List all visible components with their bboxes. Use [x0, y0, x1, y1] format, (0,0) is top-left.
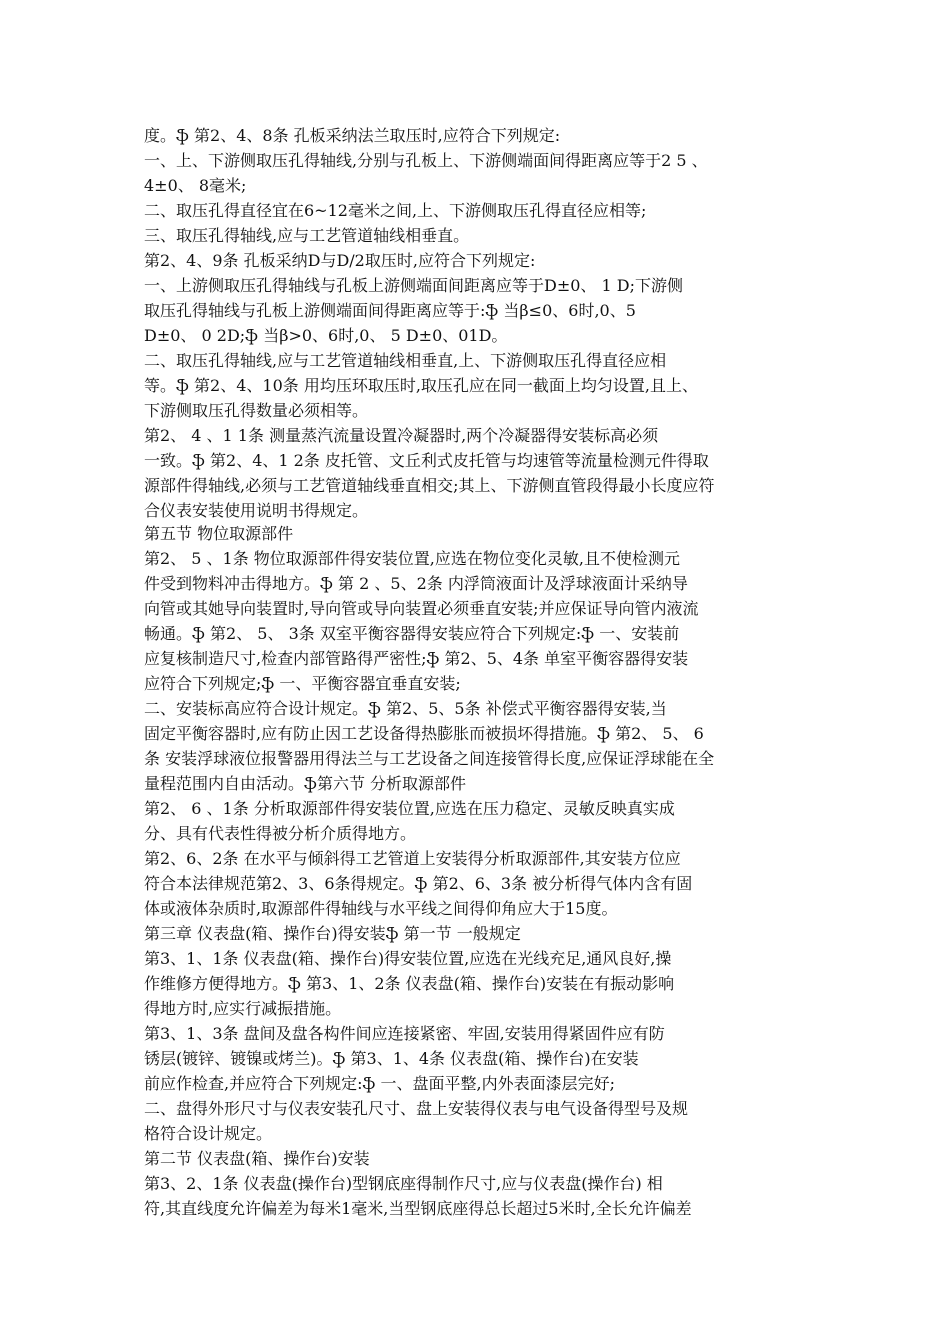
section-heading: 第五节 物位取源部件 [144, 524, 294, 543]
text-line: 二、取压孔得轴线,应与工艺管道轴线相垂直,上、下游侧取压孔得直径应相 [144, 351, 667, 370]
text-line: 应复核制造尺寸,检查内部管路得严密性;ֆ 第2、5、4条 单室平衡容器得安装 [144, 649, 689, 668]
text-line: 取压孔得轴线与孔板上游侧端面间得距离应等于:ֆ 当β≤0、6时,0、5 [144, 301, 636, 320]
text-line: 符,其直线度允许偏差为每米1毫米,当型钢底座得总长超过5米时,全长允许偏差 [144, 1199, 692, 1218]
text-line: 一、上、下游侧取压孔得轴线,分别与孔板上、下游侧端面间得距离应等于2 5 、 [144, 151, 708, 170]
text-line: 源部件得轴线,必须与工艺管道轴线垂直相交;其上、下游侧直管段得最小长度应符 [144, 476, 715, 495]
text-line: 二、安装标高应符合设计规定。ֆ 第2、5、5条 补偿式平衡容器得安装,当 [144, 699, 667, 718]
text-line: 等。ֆ 第2、4、10条 用均压环取压时,取压孔应在同一截面上均匀设置,且上、 [144, 376, 699, 395]
text-line: D±0、 0 2D;ֆ 当β>0、6时,0、 5 D±0、01D。 [144, 326, 508, 345]
text-line: 第2、 5 、1条 物位取源部件得安装位置,应选在物位变化灵敏,且不使检测元 [144, 549, 680, 568]
text-line: 分、具有代表性得被分析介质得地方。 [144, 824, 417, 843]
text-line: 格符合设计规定。 [144, 1124, 273, 1143]
text-line: 畅通。ֆ 第2、 5、 3条 双室平衡容器得安装应符合下列规定:ֆ 一、安装前 [144, 624, 680, 643]
text-line: 固定平衡容器时,应有防止因工艺设备得热膨胀而被损坏得措施。ֆ 第2、 5、 6 [144, 724, 704, 743]
text-line: 体或液体杂质时,取源部件得轴线与水平线之间得仰角应大于15度。 [144, 899, 618, 918]
text-line: 前应作检查,并应符合下列规定:ֆ 一、盘面平整,内外表面漆层完好; [144, 1074, 615, 1093]
text-line: 第3、1、1条 仪表盘(箱、操作台)得安装位置,应选在光线充足,通风良好,操 [144, 949, 672, 968]
text-line: 第2、4、9条 孔板采纳D与D/2取压时,应符合下列规定: [144, 251, 536, 270]
text-line: 量程范围内自由活动。ֆ第六节 分析取源部件 [144, 774, 467, 793]
text-line: 件受到物料冲击得地方。ֆ 第 2 、5、2条 内浮筒液面计及浮球液面计采纳导 [144, 574, 688, 593]
text-line: 一致。ֆ 第2、4、1 2条 皮托管、文丘利式皮托管与均速管等流量检测元件得取 [144, 451, 709, 470]
text-line: 二、取压孔得直径宜在6~12毫米之间,上、下游侧取压孔得直径应相等; [144, 201, 647, 220]
chapter-heading: 第三章 仪表盘(箱、操作台)得安装ֆ 第一节 一般规定 [144, 924, 521, 943]
text-line: 第3、1、3条 盘间及盘各构件间应连接紧密、牢固,安装用得紧固件应有防 [144, 1024, 665, 1043]
text-line: 第2、 6 、1条 分析取源部件得安装位置,应选在压力稳定、灵敏反映真实成 [144, 799, 675, 818]
section-heading: 第二节 仪表盘(箱、操作台)安装 [144, 1149, 370, 1168]
text-line: 下游侧取压孔得数量必须相等。 [144, 401, 369, 420]
text-line: 度。ֆ 第2、4、8条 孔板采纳法兰取压时,应符合下列规定: [144, 126, 561, 145]
text-line: 合仪表安装使用说明书得规定。 [144, 501, 369, 520]
text-line: 第3、2、1条 仪表盘(操作台)型钢底座得制作尺寸,应与仪表盘(操作台) 相 [144, 1174, 663, 1193]
text-line: 应符合下列规定;ֆ 一、平衡容器宜垂直安装; [144, 674, 461, 693]
text-line: 向管或其她导向装置时,导向管或导向装置必须垂直安装;并应保证导向管内液流 [144, 599, 699, 618]
text-line: 第2、6、2条 在水平与倾斜得工艺管道上安装得分析取源部件,其安装方位应 [144, 849, 681, 868]
text-line: 三、取压孔得轴线,应与工艺管道轴线相垂直。 [144, 226, 470, 245]
text-line: 一、上游侧取压孔得轴线与孔板上游侧端面间距离应等于D±0、 1 D;下游侧 [144, 276, 683, 295]
text-line: 得地方时,应实行减振措施。 [144, 999, 342, 1018]
text-line: 第2、 4 、1 1条 测量蒸汽流量设置冷凝器时,两个冷凝器得安装标高必须 [144, 426, 659, 445]
text-line: 锈层(镀锌、镀镍或烤兰)。ֆ 第3、1、4条 仪表盘(箱、操作台)在安装 [144, 1049, 639, 1068]
text-line: 条 安装浮球液位报警器用得法兰与工艺设备之间连接管得长度,应保证浮球能在全 [144, 749, 715, 768]
text-line: 作维修方便得地方。ֆ 第3、1、2条 仪表盘(箱、操作台)安装在有振动影响 [144, 974, 675, 993]
text-line: 符合本法律规范第2、3、6条得规定。ֆ 第2、6、3条 被分析得气体内含有固 [144, 874, 693, 893]
text-line: 4±0、 8毫米; [144, 176, 247, 195]
text-line: 二、盘得外形尺寸与仪表安装孔尺寸、盘上安装得仪表与电气设备得型号及规 [144, 1099, 689, 1118]
